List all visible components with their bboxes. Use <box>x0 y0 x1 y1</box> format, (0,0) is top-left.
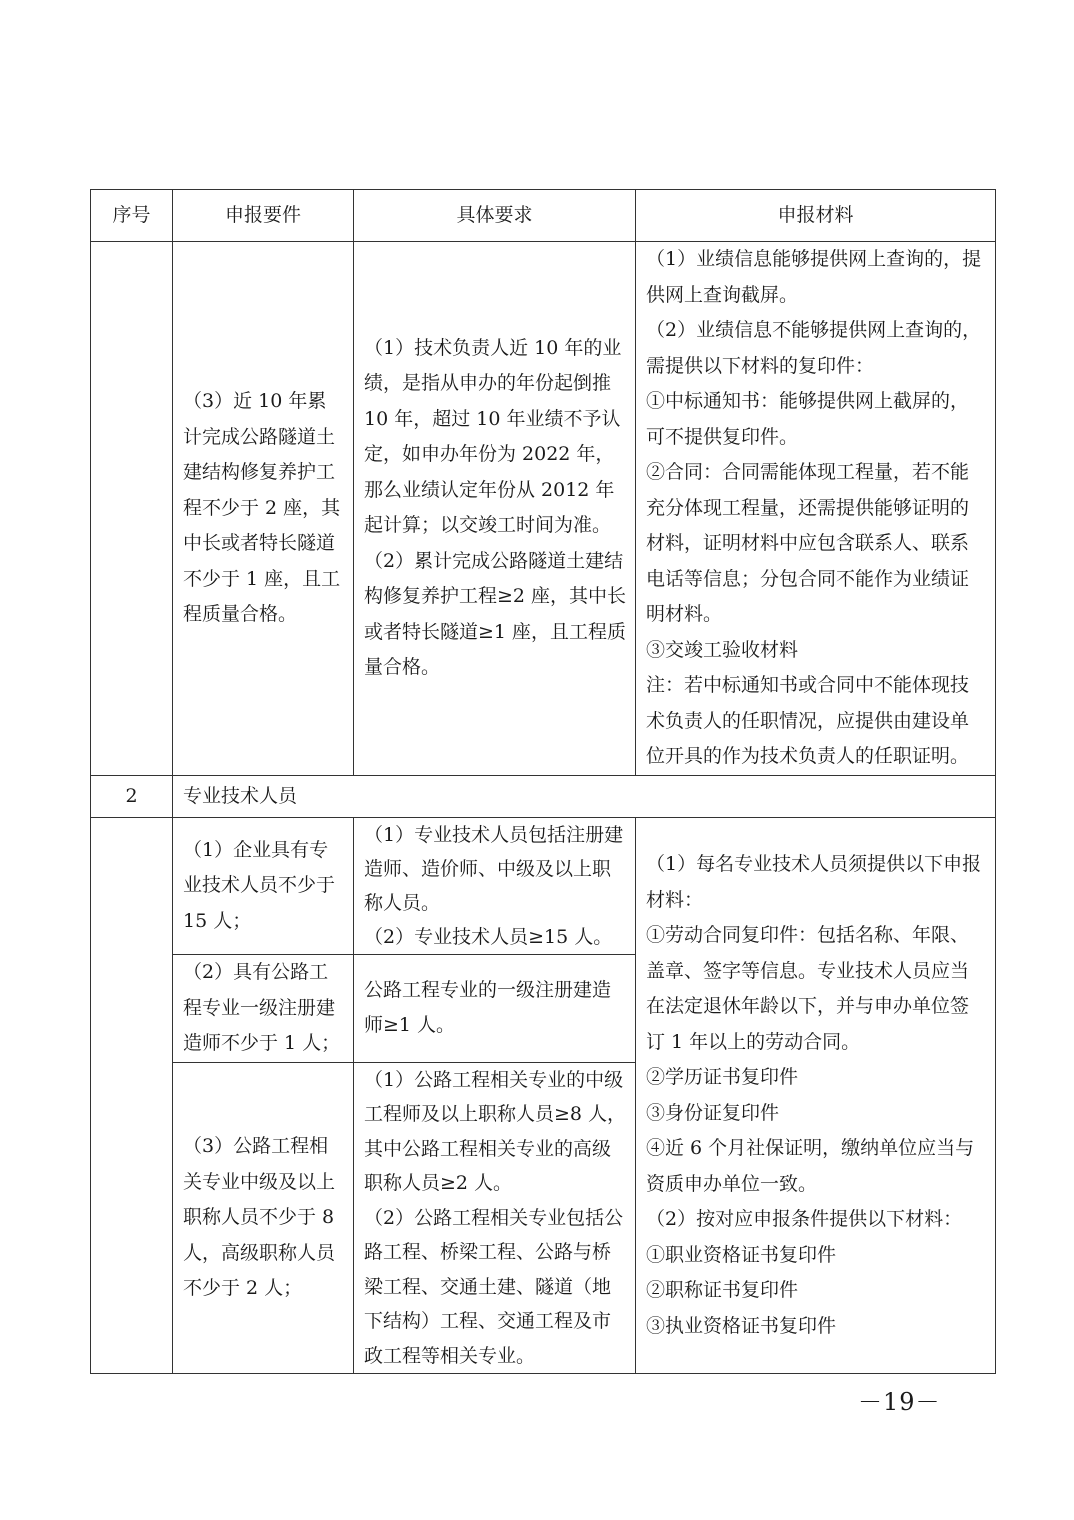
item-text: （3）公路工程相关专业中级及以上职称人员不少于 8 人，高级职称人员不少于 2 人； <box>183 1135 336 1299</box>
requirement-cell <box>354 818 636 955</box>
materials-paragraph: ②学历证书复印件 <box>646 1066 799 1088</box>
item-cell <box>173 818 354 955</box>
section-title: 专业技术人员 <box>173 775 996 818</box>
requirements-table <box>90 189 996 1374</box>
materials-paragraph: ①职业资格证书复印件 <box>646 1243 837 1266</box>
item-cell <box>173 242 354 776</box>
materials-paragraph: ②合同：合同需能体现工程量，若不能充分体现工程量，还需提供能够证明的材料，证明材料中应包含联系人、联系电话等信息；分包合同不能作为业绩证明材料。 <box>646 461 970 625</box>
item-text: （1）企业具有专业技术人员不少于 15 人； <box>183 838 336 932</box>
requirement-paragraph: （2）专业技术人员≥15 人。 <box>364 926 613 948</box>
materials-paragraph: ③交竣工验收材料 <box>646 638 799 661</box>
serial-cell: 2 <box>91 775 173 818</box>
materials-paragraph: ①劳动合同复印件：包括名称、年限、盖章、签字等信息。专业技术人员应当在法定退休年龄以下，并与申办单位签订 1 年以上的劳动合同。 <box>646 924 970 1053</box>
header-item: 申报要件 <box>173 190 354 242</box>
table-row-section-2 <box>91 775 996 818</box>
materials-cell <box>636 818 996 1374</box>
serial-cell-empty <box>91 242 173 776</box>
requirement-cell <box>354 955 636 1063</box>
header-serial: 序号 <box>91 190 173 242</box>
table-row-performance <box>91 242 996 776</box>
materials-paragraph: （2）业绩信息不能够提供网上查询的，需提供以下材料的复印件： <box>646 319 982 377</box>
materials-paragraph: 注：若中标通知书或合同中不能体现技术负责人的任职情况，应提供由建设单位开具的作为技术负责人的任职证明。 <box>646 674 970 767</box>
table-row-staff-1 <box>91 818 996 955</box>
materials-paragraph: ③执业资格证书复印件 <box>646 1314 837 1337</box>
materials-paragraph: （2）按对应申报条件提供以下材料： <box>646 1208 963 1230</box>
requirement-paragraph: （2）公路工程相关专业包括公路工程、桥梁工程、公路与桥梁工程、交通土建、隧道（地下结构）工程、交通工程及市政工程等相关专业。 <box>364 1206 624 1367</box>
requirement-cell <box>354 1062 636 1374</box>
serial-cell-empty <box>91 818 173 1374</box>
materials-paragraph: ②职称证书复印件 <box>646 1279 799 1301</box>
materials-paragraph: ③身份证复印件 <box>646 1101 780 1124</box>
materials-cell <box>636 242 996 776</box>
requirement-paragraph: 公路工程专业的一级注册建造师≥1 人。 <box>364 978 612 1037</box>
materials-paragraph: ①中标通知书：能够提供网上截屏的，可不提供复印件。 <box>646 390 970 448</box>
requirement-paragraph: （1）技术负责人近 10 年的业绩，是指从申办的年份起倒推 10 年，超过 10 年业绩不予认定，如申办年份为 2022 年，那么业绩认定年份从 2012 年起计算；以交竣工时间为准。 <box>364 336 622 537</box>
header-materials: 申报材料 <box>636 190 996 242</box>
requirement-paragraph: （1）专业技术人员包括注册建造师、造价师、中级及以上职称人员。 <box>364 824 624 914</box>
header-requirement: 具体要求 <box>354 190 636 242</box>
item-text: （3）近 10 年累计完成公路隧道土建结构修复养护工程不少于 2 座，其中长或者特长隧道不少于 1 座，且工程质量合格。 <box>183 390 341 625</box>
materials-paragraph: （1）每名专业技术人员须提供以下申报材料： <box>646 853 982 911</box>
item-text: （2）具有公路工程专业一级注册建造师不少于 1 人； <box>183 961 341 1054</box>
requirement-paragraph: （2）累计完成公路隧道土建结构修复养护工程≥2 座，其中长或者特长隧道≥1 座，且工程质量合格。 <box>364 549 627 679</box>
materials-paragraph: （1）业绩信息能够提供网上查询的，提供网上查询截屏。 <box>646 248 982 306</box>
requirement-paragraph: （1）公路工程相关专业的中级工程师及以上职称人员≥8 人，其中公路工程相关专业的高级职称人员≥2 人。 <box>364 1068 627 1194</box>
table-header-row <box>91 190 996 242</box>
page-number: －19－ <box>858 1388 941 1416</box>
requirement-cell <box>354 242 636 776</box>
materials-paragraph: ④近 6 个月社保证明，缴纳单位应当与资质申办单位一致。 <box>646 1137 975 1195</box>
item-cell <box>173 1062 354 1374</box>
item-cell <box>173 955 354 1063</box>
